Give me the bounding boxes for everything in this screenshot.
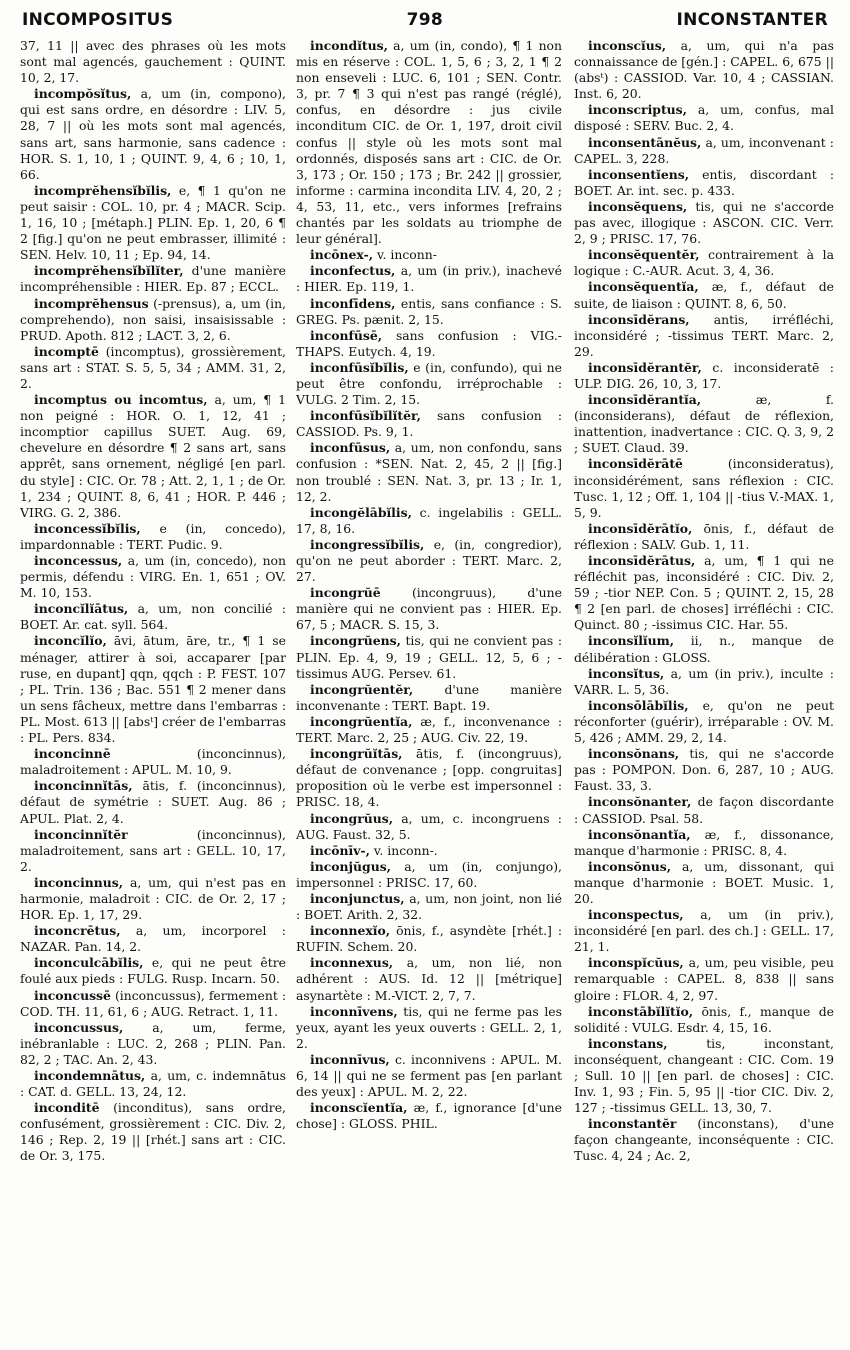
dictionary-entry (296, 247, 562, 263)
dictionary-entry (296, 955, 562, 1003)
entry-definition: a, um, ferme, inébranlable : LUC. 2, 268 ; PLIN. Pan. 82, 2 ; TAC. An. 2, 43. (20, 1019, 286, 1067)
dictionary-entry (574, 1004, 834, 1036)
dictionary-entry (296, 408, 562, 440)
dictionary-entry (574, 279, 834, 311)
entry-headword: inconcinnus, (34, 874, 124, 890)
entry-definition: ōnis, f., défaut de réflexion : SALV. Gub. 1, 11. (574, 520, 834, 552)
dictionary-entry (574, 199, 834, 247)
dictionary-entry (20, 923, 286, 955)
column-middle (296, 38, 562, 1342)
entry-headword: inconstantĕr (588, 1116, 677, 1132)
column-right (574, 38, 834, 1342)
entry-headword: inconnexus, (310, 955, 394, 971)
entry-definition: ii, n., manque de délibération : GLOSS. (574, 633, 834, 665)
entry-headword: incondemnātus, (34, 1068, 146, 1083)
entry-headword: inconfūsĭbĭlĭtĕr, (310, 408, 421, 424)
entry-definition: (inconcussus), fermement : COD. TH. 11, 61, 6 ; AUG. Retract. 1, 11. (20, 987, 286, 1019)
dictionary-entry (574, 521, 834, 553)
entry-definition: c. inconnivens : APUL. M. 6, 14 || qui ne se ferment pas [en parlant des yeux] : APUL. M. 2, 22. (296, 1051, 562, 1100)
dictionary-entry (574, 1036, 834, 1116)
entry-headword: inconsentānĕus, (588, 134, 702, 150)
entry-headword: inconspectus, (588, 907, 684, 923)
entry-headword: inconscĭentĭa, (310, 1100, 408, 1116)
entry-headword: inconsŏnantĭa, (588, 826, 691, 842)
entry-definition: de façon discordante : CASSIOD. Psal. 58. (574, 794, 834, 826)
dictionary-entry (574, 247, 834, 279)
dictionary-entry (296, 1004, 562, 1052)
dictionary-entry (20, 955, 286, 987)
entry-headword: inconcinnē (34, 746, 111, 762)
entry-definition: (inconstans), d'une façon changeante, inconséquente : CIC. Tusc. 4, 24 ; Ac. 2, (574, 1116, 834, 1164)
entry-definition: d'une manière inconvenante : TERT. Bapt. 19. (296, 681, 562, 713)
entry-definition: (inconditus), sans ordre, confusément, grossièrement : CIC. Div. 2, 146 ; Rep. 2, 19 || [rhét.] sans art : CIC. de Or. 3, 175. (20, 1100, 286, 1164)
entry-definition: tis, qui ne s'accorde pas : POMPON. Don. 6, 287, 10 ; AUG. Faust. 33, 3. (574, 746, 834, 794)
entry-headword: inconsŏnans, (588, 746, 680, 762)
entry-definition: æ, f., inconvenance : TERT. Marc. 2, 25 ; AUG. Civ. 22, 19. (296, 713, 562, 746)
dictionary-entry (574, 746, 834, 794)
dictionary-entry (574, 1116, 834, 1164)
entry-headword: inconjunctus, (310, 890, 405, 906)
entry-definition: e, qu'on ne peut réconforter (guérir), irréparable : OV. M. 5, 426 ; AMM. 29, 2, 14. (574, 697, 834, 746)
entry-headword: inconstābĭlĭtĭo, (588, 1003, 694, 1019)
entry-definition: antis, irréfléchi, inconsidéré ; -tissimus TERT. Marc. 2, 29. (574, 311, 834, 359)
entry-headword: incomprĕhensĭbĭlis, (34, 182, 172, 198)
entry-definition: tis, qui ne ferme pas les yeux, ayant les yeux ouverts : GELL. 2, 1, 2. (296, 1003, 562, 1051)
entry-definition: tis, qui ne convient pas : PLIN. Ep. 4, 9, 19 ; GELL. 12, 5, 6 ; -tissimus AUG. Persev. 61. (296, 633, 562, 681)
dictionary-entry (574, 955, 834, 1003)
entry-definition: sans confusion : VIG.-THAPS. Eutych. 4, 19. (296, 327, 562, 359)
entry-definition: (-prensus), a, um (in, comprehendo), non saisi, insaisissable : PRUD. Apoth. 812 ; LACT. 3, 2, 6. (20, 295, 286, 343)
dictionary-entry (574, 698, 834, 746)
dictionary-entry (296, 505, 562, 537)
entry-definition: a, um, non joint, non lié : BOET. Arith. 2, 32. (296, 890, 562, 923)
dictionary-entry (296, 263, 562, 295)
entry-definition: a, um, incorporel : NAZAR. Pan. 14, 2. (20, 923, 286, 955)
running-header (22, 6, 828, 34)
entry-headword: inconcussē (34, 987, 111, 1003)
entry-definition: e (in, concedo), impardonnable : TERT. Pudic. 9. (20, 520, 286, 552)
dictionary-entry (574, 360, 834, 392)
entry-headword: inconcĭlĭātus, (34, 601, 129, 617)
entry-definition: ōnis, f., asyndète [rhét.] : RUFIN. Schem. 20. (296, 923, 562, 955)
entry-definition: ātis, f. (incongruus), défaut de convenance ; [opp. congruitas] proposition où le verbe est impersonnel : PRISC. 18, 4. (296, 746, 562, 810)
header-left-word: INCOMPOSITUS (22, 10, 174, 30)
entry-headword: inconstans, (588, 1035, 668, 1051)
dictionary-entry (296, 891, 562, 923)
entry-definition: a, um, peu visible, peu remarquable : CAPEL. 8, 838 || sans gloire : FLOR. 4, 2, 97. (574, 955, 834, 1003)
dictionary-entry (20, 263, 286, 295)
entry-headword: inconcussus, (34, 1019, 124, 1035)
dictionary-entry (20, 296, 286, 344)
entry-headword: inconfūsĭbĭlis, (310, 359, 409, 375)
dictionary-entry (574, 167, 834, 199)
dictionary-entry (574, 633, 834, 665)
dictionary-entry (20, 38, 286, 86)
entry-definition: a, um (in, compono), qui est sans ordre, en désordre : LIV. 5, 28, 7 || où les mots sont mal agencés, sans art, sans harmonie, sans cadence : HOR. S. 1, 10, 1 ; QUINT. 9, 4, 6 ; 10, 1, 66. (20, 86, 286, 182)
dictionary-entry (574, 859, 834, 907)
entry-definition: a, um, qui n'a pas connaissance de [gén.] : CAPEL. 6, 675 || (absᵗ) : CASSIOD. Var. 10, 4 ; CASSIAN. Inst. 6, 20. (574, 38, 834, 102)
dictionary-entry (296, 1052, 562, 1100)
entry-definition: a, um, qui n'est pas en harmonie, maladroit : CIC. de Or. 2, 17 ; HOR. Ep. 1, 17, 29. (20, 874, 286, 923)
entry-headword: inconnīvus, (310, 1051, 390, 1067)
dictionary-entry (20, 1100, 286, 1164)
dictionary-entry (20, 392, 286, 521)
dictionary-entry (296, 585, 562, 633)
entry-headword: incongrŭentĭa, (310, 713, 413, 729)
dictionary-entry (574, 392, 834, 456)
header-right-word: INCONSTANTER (676, 10, 828, 30)
entry-headword: inconsŏnus, (588, 858, 672, 874)
dictionary-entry (296, 360, 562, 408)
entry-headword: inconsentĭens, (588, 166, 690, 182)
entry-headword: inconsīdĕrans, (588, 311, 690, 327)
entry-headword: incongrŭus, (310, 810, 394, 826)
entry-definition: a, um, non lié, non adhérent : AUS. Id. 12 || [métrique] asynartète : M.-VICT. 2, 7, 7. (296, 955, 562, 1003)
entry-headword: inconsĕquens, (588, 198, 688, 214)
entry-definition: a, um, dissonant, qui manque d'harmonie : BOET. Music. 1, 20. (574, 858, 834, 906)
column-left (20, 38, 286, 1342)
dictionary-entry (296, 38, 562, 247)
entry-definition: a, um (in priv.), inconsidéré [en parl. des ch.] : GELL. 17, 21, 1. (574, 907, 834, 955)
entry-headword: incomptus ou incomtus, (34, 392, 208, 408)
dictionary-entry (20, 86, 286, 183)
dictionary-entry (20, 746, 286, 778)
entry-definition: d'une manière incompréhensible : HIER. Ep. 87 ; ECCL. (20, 263, 286, 295)
dictionary-entry (20, 553, 286, 601)
entry-headword: inconsĕquentĭa, (588, 279, 699, 295)
entry-definition: a, um, c. incongruens : AUG. Faust. 32, 5. (296, 810, 562, 842)
entry-definition: ōnis, f., manque de solidité : VULG. Esdr. 4, 15, 16. (574, 1003, 834, 1035)
dictionary-entry (20, 344, 286, 392)
dictionary-entry (20, 1020, 286, 1068)
dictionary-entry (20, 633, 286, 746)
dictionary-entry (20, 778, 286, 826)
entry-definition: āvi, ātum, āre, tr., ¶ 1 se ménager, attirer à soi, accaparer [par ruse, en dupant] qqn, qqch : P. FEST. 107 ; PL. Trin. 136 ; Bac. 551 ¶ 2 mener dans un sens fâcheux, mettre dans l'embarras : PL. Most. 613 || [absᵗ] créer de l'embarras : PL. Pers. 834. (20, 633, 286, 746)
entry-definition: v. inconn- (377, 247, 437, 263)
dictionary-entry (296, 537, 562, 585)
entry-headword: inconsĭlĭum, (588, 633, 675, 649)
entry-headword: inconnīvens, (310, 1003, 398, 1019)
dictionary-entry (20, 1068, 286, 1100)
dictionary-entry (20, 827, 286, 875)
entry-headword: inconsīdĕrātus, (588, 553, 696, 568)
dictionary-entry (574, 794, 834, 826)
entry-headword: inconcinnĭtĕr (34, 826, 128, 842)
entry-headword: incōnīv-, (310, 842, 370, 858)
entry-headword: incomptē (34, 343, 99, 359)
entry-definition: entis, sans confiance : S. GREG. Ps. pænit. 2, 15. (296, 295, 562, 327)
dictionary-entry (20, 875, 286, 923)
dictionary-entry (296, 843, 562, 859)
entry-definition: a, um, c. indemnātus : CAT. d. GELL. 13, 24, 12. (20, 1068, 286, 1100)
entry-definition: entis, discordant : BOET. Ar. int. sec. p. 433. (574, 166, 834, 198)
entry-headword: incondĭtus, (310, 38, 388, 53)
entry-definition: 37, 11 || avec des phrases où les mots sont mal agencés, gauchement : QUINT. 10, 2, 17. (20, 38, 286, 86)
entry-headword: inconspĭcŭus, (588, 955, 684, 971)
dictionary-entry (574, 666, 834, 698)
entry-headword: inconjŭgus, (310, 858, 391, 874)
dictionary-entry (574, 38, 834, 102)
entry-definition: (inconsideratus), inconsidérément, sans réflexion : CIC. Tusc. 1, 12 ; Off. 1, 104 || -tius V.-MAX. 1, 5, 9. (574, 456, 834, 520)
entry-definition: v. inconn-. (373, 842, 438, 858)
entry-headword: inconcessus, (34, 553, 123, 568)
entry-definition: a, um (in priv.), inachevé : HIER. Ep. 119, 1. (296, 263, 562, 295)
dictionary-entry (296, 859, 562, 891)
entry-definition: (incongruus), d'une manière qui ne convient pas : HIER. Ep. 67, 5 ; MACR. S. 15, 3. (296, 585, 562, 633)
entry-headword: incongrŭens, (310, 633, 401, 649)
dictionary-entry (296, 296, 562, 328)
dictionary-entry (296, 811, 562, 843)
dictionary-entry (296, 746, 562, 810)
entry-definition: (inconcinnus), maladroitement : APUL. M. 10, 9. (20, 746, 286, 778)
entry-headword: inconfūsē, (310, 327, 383, 343)
entry-headword: inconscriptus, (588, 102, 687, 118)
entry-definition: æ, f. (inconsiderans), défaut de réflexion, inattention, inadvertance : CIC. Q. 3, 9, 2 ; SUET. Claud. 39. (574, 392, 834, 456)
entry-headword: inconsĕquentĕr, (588, 247, 700, 263)
entry-headword: inconsŏnanter, (588, 794, 692, 810)
entry-definition: contrairement à la logique : C.-AUR. Acut. 3, 4, 36. (574, 247, 834, 279)
entry-headword: inconcĭlĭo, (34, 633, 107, 649)
dictionary-entry (574, 827, 834, 859)
entry-definition: a, um (in, condo), ¶ 1 non mis en réserve : COL. 1, 5, 6 ; 3, 2, 1 ¶ 2 non enseveli : LUC. 6, 101 ; SEN. Contr. 3, pr. 7 ¶ 3 qui n'est pas rangé (réglé), confus, en désordre : jus civile inconditum CIC. de Or. 1, 197, droit civil confus || style où les mots sont mal ordonnés, disposés sans art : CIC. de Or. 3, 173 ; Or. 150 ; 173 ; Br. 242 || grossier, informe : carmina incondita LIV. 4, 20, 2 ; 4, 53, 11, etc., vers informes [refrains chantés par les soldats au triomphe de leur général]. (296, 38, 562, 247)
entry-headword: incongressĭbĭlis, (310, 536, 425, 552)
entry-definition: æ, f., ignorance [d'une chose] : GLOSS. PHIL. (296, 1100, 562, 1132)
entry-headword: inconditē (34, 1100, 100, 1116)
page-number: 798 (406, 10, 443, 30)
dictionary-entry (574, 907, 834, 955)
entry-headword: incomprĕhensus (34, 295, 149, 311)
entry-headword: incōnex-, (310, 247, 374, 263)
entry-definition: e, qui ne peut être foulé aux pieds : FULG. Rusp. Incarn. 50. (20, 955, 286, 987)
entry-headword: incongrŭentĕr, (310, 681, 414, 697)
dictionary-entry (296, 682, 562, 714)
entry-headword: incomprĕhensĭbĭlĭter, (34, 263, 184, 279)
entry-headword: inconfectus, (310, 263, 396, 279)
entry-headword: inconcessĭbĭlis, (34, 520, 141, 536)
entry-definition: æ, f., dissonance, manque d'harmonie : PRISC. 8, 4. (574, 826, 834, 858)
entry-definition: e, ¶ 1 qu'on ne peut saisir : COL. 10, pr. 4 ; MACR. Scip. 1, 16, 10 ; [métaph.] PLIN. Ep. 1, 20, 6 ¶ 2 [fig.] qu'on ne peut embrasser, illimité : SEN. Helv. 10, 11 ; Ep. 94, 14. (20, 182, 286, 263)
dictionary-entry (296, 923, 562, 955)
dictionary-entry (296, 633, 562, 681)
dictionary-entry (574, 553, 834, 633)
entry-definition: a, um (in, conjungo), impersonnel : PRISC. 17, 60. (296, 858, 562, 890)
entry-headword: incongĕlābĭlis, (310, 504, 412, 520)
entry-headword: incompŏsĭtus, (34, 86, 132, 102)
entry-headword: inconculcābĭlis, (34, 955, 144, 971)
entry-definition: sans confusion : CASSIOD. Ps. 9, 1. (296, 408, 562, 440)
dictionary-entry (20, 521, 286, 553)
entry-definition: (incomptus), grossièrement, sans art : STAT. S. 5, 5, 34 ; AMM. 31, 2, 2. (20, 343, 286, 391)
entry-headword: inconscĭus, (588, 38, 667, 53)
entry-headword: incongrŭĭtās, (310, 746, 403, 762)
entry-definition: e, (in, congredior), qu'on ne peut aborder : TERT. Marc. 2, 27. (296, 536, 562, 585)
entry-definition: tis, inconstant, inconséquent, changeant : CIC. Com. 19 ; Sull. 10 || [en parl. de choses] : CIC. Inv. 1, 93 ; Fin. 5, 95 || -tior CIC. Div. 2, 127 ; -tissimus GELL. 13, 30, 7. (574, 1035, 834, 1116)
dictionary-entry (574, 456, 834, 520)
entry-definition: æ, f., défaut de suite, de liaison : QUINT. 8, 6, 50. (574, 279, 834, 311)
entry-headword: inconsīdĕrantĭa, (588, 392, 702, 408)
entry-headword: inconcinnĭtās, (34, 778, 133, 794)
dictionary-entry (574, 312, 834, 360)
entry-headword: incongrŭē (310, 585, 381, 601)
entry-definition: c. ingelabilis : GELL. 17, 8, 16. (296, 504, 562, 536)
entry-definition: e (in, confundo), qui ne peut être confondu, irréprochable : VULG. 2 Tim. 2, 15. (296, 359, 562, 408)
entry-definition: tis, qui ne s'accorde pas avec, illogique : ASCON. CIC. Verr. 2, 9 ; PRISC. 17, 76. (574, 198, 834, 247)
entry-headword: inconsīdĕrantĕr, (588, 359, 702, 375)
dictionary-entry (296, 328, 562, 360)
entry-definition: a, um (in, concedo), non permis, défendu : VIRG. En. 1, 651 ; OV. M. 10, 153. (20, 553, 286, 601)
entry-definition: a, um, ¶ 1 qui ne réfléchit pas, inconsidéré : CIC. Div. 2, 59 ; -tior NEP. Con. 5 ; QUINT. 2, 15, 28 ¶ 2 [en parl. de choses] irréfléchi : CIC. Quinct. 80 ; -issimus CIC. Har. 55. (574, 553, 834, 633)
dictionary-entry (574, 135, 834, 167)
entry-definition: a, um, non confondu, sans confusion : *SEN. Nat. 2, 45, 2 || [fig.] non troublé : SEN. Nat. 3, pr. 13 ; Ir. 1, 12, 2. (296, 440, 562, 504)
entry-definition: a, um, confus, mal disposé : SERV. Buc. 2, 4. (574, 102, 834, 134)
entry-headword: inconsīdĕrātē (588, 456, 683, 472)
dictionary-entry (296, 714, 562, 746)
dictionary-entry (296, 1100, 562, 1132)
entry-headword: inconcrētus, (34, 923, 121, 939)
entry-headword: inconsōlābĭlis, (588, 697, 689, 713)
entry-headword: inconnexĭo, (310, 923, 391, 939)
entry-headword: inconsĭtus, (588, 665, 665, 681)
entry-definition: c. inconsideratē : ULP. DIG. 26, 10, 3, 17. (574, 359, 834, 391)
entry-definition: a, um, non concilié : BOET. Ar. cat. syll. 564. (20, 601, 286, 633)
entry-definition: a, um (in priv.), inculte : VARR. L. 5, 36. (574, 665, 834, 697)
dictionary-entry (574, 102, 834, 134)
dictionary-entry (20, 601, 286, 633)
entry-definition: a, um, ¶ 1 non peigné : HOR. O. 1, 12, 41 ; incomptior capillus SUET. Aug. 69, chevelure en désordre ¶ 2 sans art, sans apprêt, sans ornement, négligé [en parl. du style] : CIC. Or. 78 ; Att. 2, 1, 1 ; de Or. 1, 234 ; QUINT. 8, 6, 41 ; HOR. P. 446 ; VIRG. G. 2, 386. (20, 392, 286, 520)
entry-definition: (inconcinnus), maladroitement, sans art : GELL. 10, 17, 2. (20, 826, 286, 874)
dictionary-entry (20, 183, 286, 263)
dictionary-entry (20, 988, 286, 1020)
entry-headword: inconfīdens, (310, 295, 396, 311)
entry-definition: ātis, f. (inconcinnus), défaut de symétrie : SUET. Aug. 86 ; APUL. Plat. 2, 4. (20, 778, 286, 826)
entry-headword: inconfūsus, (310, 440, 391, 456)
entry-headword: inconsīdĕrātĭo, (588, 520, 693, 536)
entry-definition: a, um, inconvenant : CAPEL. 3, 228. (574, 134, 834, 166)
dictionary-entry (296, 440, 562, 504)
